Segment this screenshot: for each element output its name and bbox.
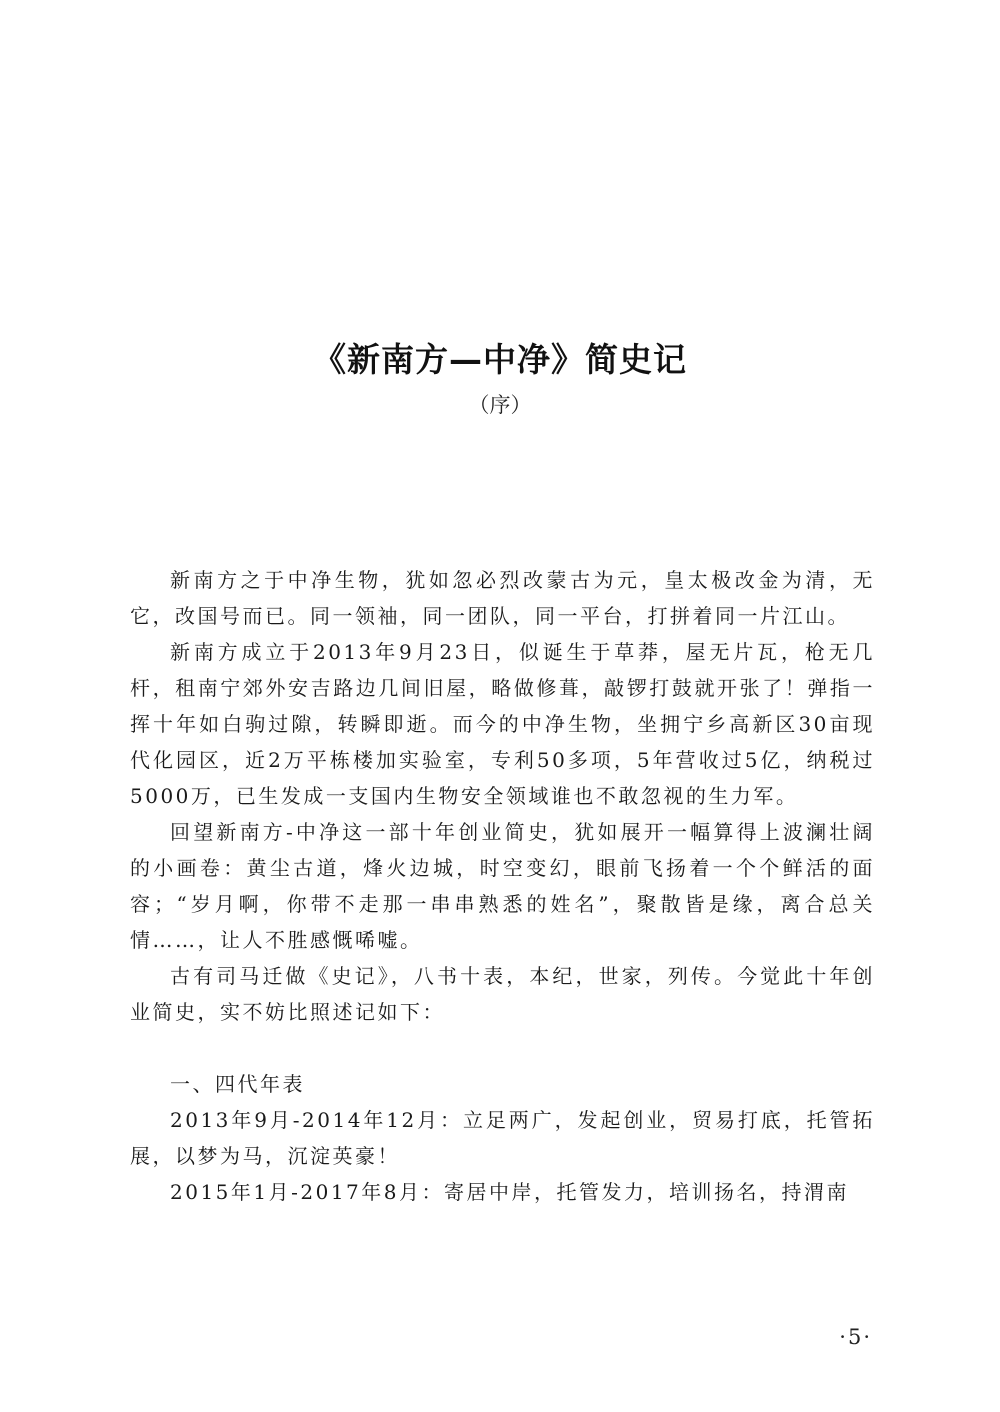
paragraph: 新南方成立于2013年9月23日，似诞生于草莽，屋无片瓦，枪无几杆，租南宁郊外安吉路边几间旧屋，略做修葺，敲锣打鼓就开张了！弹指一挥十年如白驹过隙，转瞬即逝。而今的中净生物，坐拥宁乡高新区30亩现代化园区，近2万平栋楼加实验室，专利50多项，5年营收过5亿，纳税过5000万，已生发成一支国内生物安全领域谁也不敢忽视的生力军。 — [130, 640, 875, 808]
paragraph: 2015年1月-2017年8月：寄居中岸，托管发力，培训扬名，持渭南 — [170, 1180, 850, 1204]
paragraph-spacer — [130, 1030, 875, 1066]
paragraph: 回望新南方-中净这一部十年创业简史，犹如展开一幅算得上波澜壮阔的小画卷：黄尘古道，烽火边城，时空变幻，眼前飞扬着一个个鲜活的面容；“岁月啊，你带不走那一串串熟悉的姓名”，聚散皆是缘，离合总关情……，让人不胜感慨唏嘘。 — [130, 820, 875, 952]
paragraph: 2013年9月-2014年12月：立足两广，发起创业，贸易打底，托管拓展，以梦为马，沉淀英豪！ — [130, 1108, 875, 1168]
section-heading: 一、四代年表 — [170, 1072, 305, 1096]
paragraph: 新南方之于中净生物，犹如忽必烈改蒙古为元，皇太极改金为清，无它，改国号而已。同一领袖，同一团队，同一平台，打拼着同一片江山。 — [130, 568, 875, 628]
page-number: ·5· — [839, 1325, 872, 1349]
document-body — [130, 562, 875, 1210]
document-subtitle: （序） — [468, 393, 532, 417]
paragraph: 古有司马迁做《史记》，八书十表，本纪，世家，列传。今觉此十年创业简史，实不妨比照述记如下： — [130, 964, 875, 1024]
document-title: 《新南方—中净》简史记 — [313, 340, 687, 379]
